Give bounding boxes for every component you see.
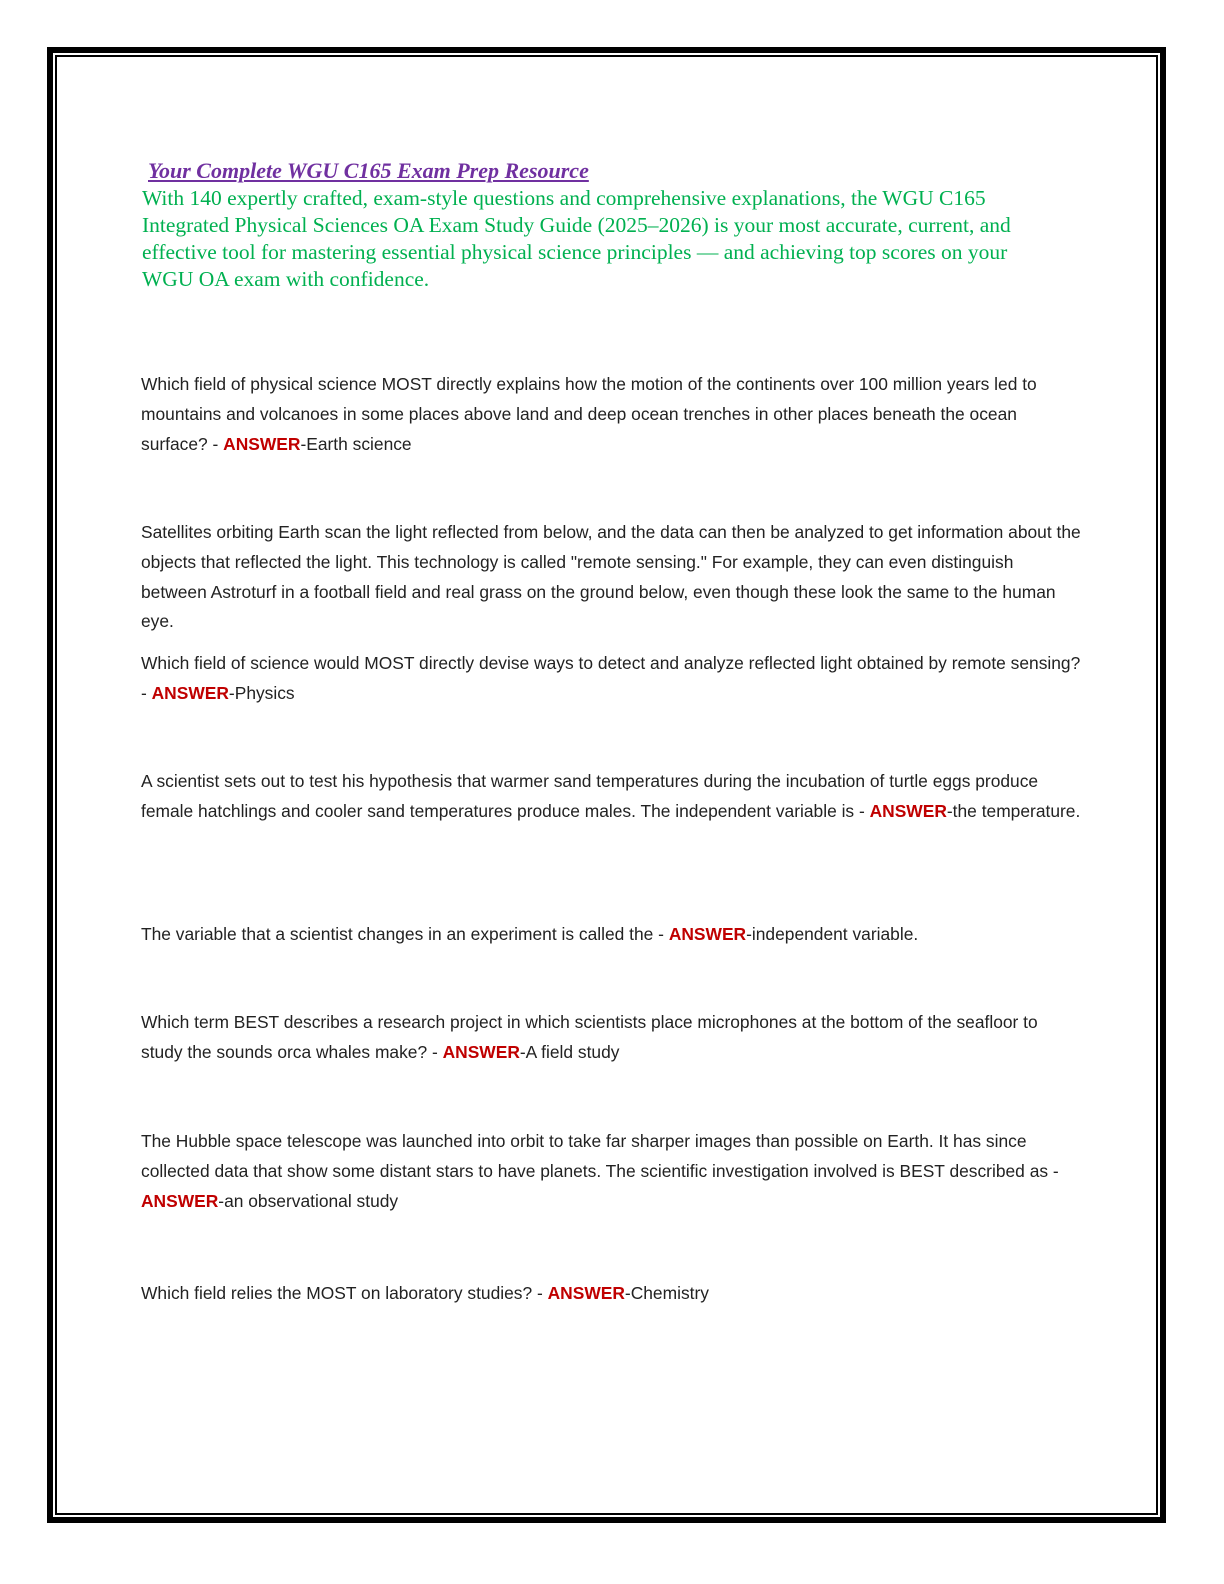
qa-item-4 (141, 920, 1081, 950)
qa-item-6 (141, 1127, 1081, 1216)
answer-text: -the temperature. (946, 800, 1081, 821)
answer-text: -independent variable. (746, 924, 919, 944)
answer-label: ANSWER (141, 1190, 219, 1211)
answer-label: ANSWER (547, 1283, 625, 1303)
answer-label: ANSWER (668, 924, 747, 944)
question-text: A scientist sets out to test his hypothesis that warmer sand temperatures during the incubation of turtle eggs produce female hatchlings and cooler sand temperatures produce males. The independent variable is - (141, 771, 1039, 821)
qa-item-7 (141, 1279, 1081, 1309)
qa-item-1 (141, 370, 1081, 459)
question-text: Which field relies the MOST on laboratory studies? - (141, 1283, 548, 1303)
document-title: Your Complete WGU C165 Exam Prep Resource (148, 158, 589, 183)
answer-label: ANSWER (151, 682, 229, 703)
answer-text: -Earth science (300, 433, 412, 454)
question-text: Which term BEST describes a research project in which scientists place microphones at the bottom of the seafloor to study the sounds orca whales make? - (141, 1012, 1038, 1062)
answer-text: -Physics (228, 682, 295, 703)
answer-text: -A field study (519, 1041, 620, 1062)
answer-label: ANSWER (869, 800, 947, 821)
qa-item-5 (141, 1008, 1081, 1068)
question-text: Which field of science would MOST directly devise ways to detect and analyze reflected light obtained by remote sensing? - (141, 653, 1081, 703)
qa-item-2 (141, 518, 1081, 709)
answer-label: ANSWER (223, 433, 301, 454)
question-text: The Hubble space telescope was launched into orbit to take far sharper images than possible on Earth. It has since collected data that show some distant stars to have planets. The scientific investigation involved is BEST described as - (141, 1131, 1059, 1181)
answer-label: ANSWER (442, 1041, 520, 1062)
answer-text: -an observational study (218, 1190, 399, 1211)
question-text: The variable that a scientist changes in an experiment is called the - (141, 924, 669, 944)
intro-paragraph: With 140 expertly crafted, exam-style questions and comprehensive explanations, the WGU C165 Integrated Physical Sciences OA Exam Study Guide (2025–2026) is your most accurate, current, and effective tool for mastering essential physical science principles — and achieving top scores on your WGU OA exam with confidence. (142, 186, 1011, 291)
question-context: Satellites orbiting Earth scan the light reflected from below, and the data can then be analyzed to get information about the objects that reflected the light. This technology is called "remote sensing." For example, they can even distinguish between Astroturf in a football field and real grass on the ground below, even though these look the same to the human eye. (141, 522, 1081, 632)
qa-item-3 (141, 767, 1081, 827)
answer-text: -Chemistry (624, 1283, 709, 1303)
question-text: Which field of physical science MOST directly explains how the motion of the continents over 100 million years led to mountains and volcanoes in some places above land and deep ocean trenches in other places beneath the ocean surface? - (141, 374, 1037, 454)
